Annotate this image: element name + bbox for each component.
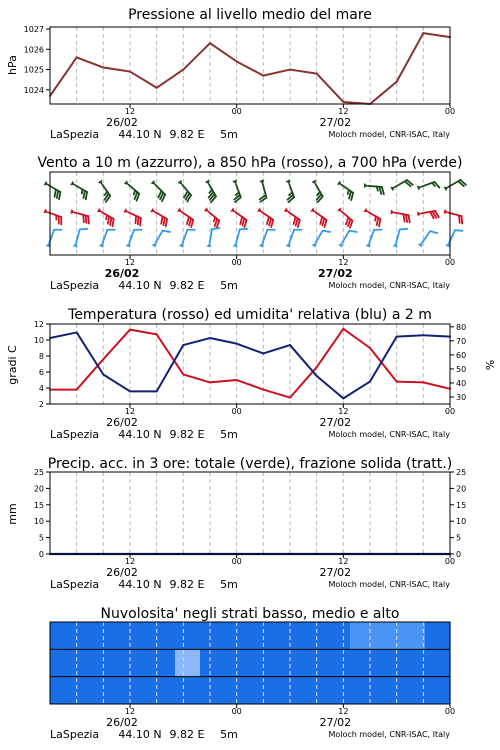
cloud-medium-cell [200,649,226,677]
wind-850-barb-flag [191,220,193,227]
wind-850-barb-flag [269,218,271,225]
temperature-x-tick-label: 12 [338,407,349,416]
wind-700-barb-flag [57,191,58,198]
wind-850-barb-flag [294,217,296,224]
wind-850-barb-head [257,208,262,212]
wind-700-barb-head [444,187,449,191]
precipitation-y2-tick-label: 15 [456,500,467,510]
cloud-medium-cell [425,649,451,677]
wind-700-barb-half-flag [209,190,212,193]
temperature-segment [210,380,237,382]
temperature-date-label: 26/02 [106,416,138,429]
precipitation-y2-tick-label: 10 [456,517,467,527]
wind-latitude: 44.10 N [118,279,162,292]
pressure-x-tick-label: 12 [124,107,136,116]
wind-date-label: 27/02 [318,267,353,280]
humidity-segment [50,332,77,338]
precipitation-panel [6,456,466,591]
pressure-altitude: 5m [220,128,238,141]
cloud-medium-cell [300,649,326,677]
cloud-low-cell [200,677,226,705]
pressure-y-tick-label: 1024 [23,85,44,95]
wind-850-barb-head [204,207,209,211]
temperature-y-tick-label: 10 [33,336,44,345]
wind-10m-barb-head [418,243,422,248]
humidity-segment [103,375,130,392]
cloud-low-cell [350,677,376,705]
wind-850-barb-half-flag [214,217,215,221]
wind-x-tick-label: 00 [444,258,456,267]
pressure-x-tick-label: 00 [444,107,456,116]
wind-850-barb-half-flag [375,216,376,220]
wind-850-barb-flag [83,215,84,222]
precipitation-y-tick-label: 15 [33,500,44,510]
pressure-latitude: 44.10 N [118,128,162,141]
pressure-segment [317,74,344,102]
cloud-title: Nuvolosita' negli strati basso, medio e alto [100,606,400,622]
pressure-longitude: 9.82 E [169,128,205,141]
pressure-date-label: 26/02 [106,116,138,129]
cloud-low-cell [250,677,276,705]
temperature-y-tick-label: 12 [33,320,44,329]
wind-x-tick-label: 00 [231,258,242,267]
cloud-altitude: 5m [220,728,238,741]
cloud-medium-cell [275,649,301,677]
wind-850-barb-head [364,208,369,212]
wind-850-barb-head [284,208,289,212]
cloud-high-cell [150,622,176,650]
humidity-y2-tick-label: 70 [456,336,467,346]
wind-850-barb-head [70,209,75,214]
wind-850-barb-head [177,208,182,212]
pressure-segment [157,70,184,88]
wind-850-barb-flag [163,218,164,225]
pressure-segment [130,72,157,88]
wind-700-barb-head [205,180,209,185]
wind-frame [50,172,450,255]
pressure-segment [237,61,264,75]
pressure-credit: Moloch model, CNR-ISAC, Italy [328,130,450,139]
cloud-high-cell [75,622,101,650]
cloud-low-cell [400,677,426,705]
wind-850-barb-flag [296,218,298,225]
humidity-segment [290,345,317,376]
wind-10m-barb-head [206,243,211,247]
wind-850-barb-head [150,208,155,212]
wind-700-barb-head [312,180,316,185]
cloud-high-cell [125,622,151,650]
cloud-low-cell [225,677,251,705]
cloud-high-cell [425,622,451,650]
temperature-frame [50,324,450,404]
pressure-panel [6,7,455,141]
wind-location: LaSpezia [50,279,100,292]
precipitation-y-tick-label: 0 [38,550,44,559]
cloud-date-label: 26/02 [106,716,138,729]
pressure-y-tick-label: 1025 [23,65,44,75]
cloud-low-cell [425,677,451,705]
wind-10m-barb-flag [212,228,219,229]
wind-700-barb-head [337,181,342,185]
cloud-low-cell [125,677,151,705]
wind-700-barb-head [124,180,129,184]
temperature-title: Temperatura (rosso) ed umidita' relativa (blu) a 2 m [68,307,432,323]
wind-700-barb-flag [349,191,351,198]
wind-850-barb-flag [110,218,111,225]
pressure-segment [103,68,130,72]
precipitation-y2-tick-label: 25 [456,468,467,477]
precipitation-latitude: 44.10 N [118,578,162,591]
humidity-segment [237,344,264,354]
wind-x-tick-label: 12 [124,258,136,267]
wind-850-barb-flag [298,220,300,227]
wind-850-barb-flag [166,219,167,226]
pressure-x-tick-label: 12 [338,107,349,116]
wind-850-barb-half-flag [106,215,107,219]
temperature-y-tick-label: 4 [38,384,44,393]
pressure-y-tick-label: 1026 [23,45,44,55]
humidity-y2-tick-label: 50 [456,364,467,374]
cloud-medium-cell [100,649,126,677]
cloud-high-cell [325,622,351,650]
temperature-segment [343,329,370,348]
humidity-segment [397,335,424,336]
wind-10m-barb-head [338,243,342,248]
cloud-high-cell [175,622,201,650]
wind-700-barb-half-flag [82,189,83,193]
wind-850-barb-flag [161,216,162,223]
humidity-y2-tick-label: 30 [456,392,467,402]
temperature-segment [77,359,104,389]
humidity-segment [77,332,104,374]
cloud-medium-cell [400,649,426,677]
wind-850-barb-head [124,208,129,213]
precipitation-y2-tick-label: 0 [456,550,462,559]
pressure-segment [423,33,450,37]
wind-panel [37,155,466,292]
pressure-title: Pressione al livello medio del mare [128,7,372,23]
wind-date-label: 26/02 [104,267,140,280]
cloud-high-cell [350,622,376,650]
wind-850-barb-flag [112,219,113,226]
pressure-segment [290,70,317,74]
temperature-location: LaSpezia [50,428,100,441]
cloud-low-cell [100,677,126,705]
wind-850-barb-flag [245,220,247,227]
wind-longitude: 9.82 E [169,279,205,292]
temperature-x-tick-label: 12 [124,407,136,416]
cloud-latitude: 44.10 N [118,728,162,741]
temperature-date-label: 27/02 [319,416,352,429]
pressure-segment [370,82,397,104]
wind-700-barb-flag [55,189,56,196]
temperature-x-tick-label: 00 [444,407,456,416]
temperature-x-tick-label: 00 [231,407,242,416]
wind-700-barb-head [44,181,49,185]
precipitation-altitude: 5m [220,578,238,591]
precipitation-x-tick-label: 12 [338,557,349,566]
wind-10m-barb-flag [455,230,462,231]
wind-850-barb-flag [267,217,269,224]
precipitation-date-label: 26/02 [106,566,138,579]
wind-850-barb-head [337,207,342,211]
wind-850-barb-flag [377,218,378,225]
precipitation-x-tick-label: 00 [231,557,242,566]
precipitation-title: Precip. acc. in 3 ore: totale (verde), frazione solida (tratt.) [47,456,453,472]
cloud-medium-cell [50,649,76,677]
wind-700-barb-head [70,181,75,185]
wind-10m-barb-flag [349,231,356,232]
cloud-medium-cell [325,649,351,677]
wind-10m-barb-flag [163,231,170,232]
wind-700-barb-flag [382,187,384,194]
cloud-medium-cell [125,649,151,677]
cloud-high-cell [225,622,251,650]
wind-850-barb-head [444,209,449,214]
wind-700-barb-head [390,187,395,191]
humidity-segment [370,337,397,382]
temperature-altitude: 5m [220,428,238,441]
wind-700-barb-head [98,180,102,185]
wind-700-barb-head [178,180,182,185]
wind-700-barb-half-flag [289,192,292,195]
precipitation-y-tick-label: 5 [38,533,44,543]
wind-title: Vento a 10 m (azzurro), a 850 hPa (rosso), a 700 hPa (verde) [37,155,463,171]
humidity-y-label: % [483,359,496,371]
wind-850-barb-flag [408,215,409,222]
cloud-medium-cell [250,649,276,677]
humidity-segment [317,376,344,398]
wind-850-barb-flag [108,216,109,223]
precipitation-date-label: 27/02 [319,566,352,579]
pressure-x-tick-label: 00 [231,107,242,116]
pressure-segment [397,33,424,82]
cloud-low-cell [50,677,76,705]
cloud-credit: Moloch model, CNR-ISAC, Italy [328,730,450,739]
precipitation-y-tick-label: 10 [33,517,44,527]
temperature-y-label: gradi C [6,345,19,385]
humidity-segment [263,345,290,353]
temperature-segment [423,382,450,388]
precipitation-y-tick-label: 20 [33,484,44,494]
precipitation-frame [50,472,450,554]
pressure-segment [77,57,104,67]
wind-10m-barb-flag [80,229,87,230]
wind-850-barb-flag [271,220,273,227]
wind-850-barb-flag [322,218,324,225]
wind-700-barb-flag [59,192,60,199]
wind-850-barb-head [230,208,235,212]
wind-850-barb-flag [88,216,89,223]
precipitation-y2-tick-label: 20 [456,484,467,494]
wind-850-barb-flag [459,215,460,222]
temperature-segment [263,390,290,398]
wind-850-barb-flag [135,216,136,223]
wind-700-barb-head [151,180,156,185]
cloud-high-cell [275,622,301,650]
wind-850-barb-flag [187,217,189,224]
temperature-y-tick-label: 6 [38,368,44,377]
cloud-low-cell [325,677,351,705]
humidity-segment [183,338,210,345]
wind-850-barb-flag [189,218,191,225]
cloud-high-cell [200,622,226,650]
precipitation-location: LaSpezia [50,578,100,591]
pressure-y-label: hPa [6,55,19,75]
wind-700-barb-half-flag [377,187,378,191]
humidity-y2-tick-label: 60 [456,350,467,360]
precipitation-y-tick-label: 25 [33,468,44,477]
precipitation-x-tick-label: 12 [124,557,136,566]
pressure-segment [210,43,237,61]
wind-850-barb-head [310,208,315,212]
cloud-location: LaSpezia [50,728,100,741]
wind-850-barb-flag [406,215,407,222]
cloud-high-cell [300,622,326,650]
cloud-low-cell [150,677,176,705]
cloud-low-cell [175,677,201,705]
precipitation-y2-tick-label: 5 [456,533,462,543]
humidity-y2-tick-label: 80 [456,322,467,332]
temperature-segment [130,330,157,335]
cloud-low-cell [275,677,301,705]
wind-10m-barb-head [152,243,156,248]
cloud-low-cell [75,677,101,705]
temperature-longitude: 9.82 E [169,428,205,441]
wind-850-barb-flag [138,217,139,224]
cloud-x-tick-label: 00 [444,707,456,716]
wind-700-barb-flag [379,187,381,194]
wind-700-barb-head [259,180,264,185]
wind-850-barb-flag [325,220,327,227]
temperature-segment [317,329,344,367]
temperature-y-tick-label: 2 [38,400,44,409]
wind-700-barb-flag [83,191,84,198]
temperature-segment [237,380,264,390]
wind-700-barb-flag [351,193,353,200]
wind-700-barb-half-flag [317,192,320,195]
wind-850-barb-flag [379,219,380,226]
wind-850-barb-flag [320,217,322,224]
wind-10m-barb-flag [240,229,247,230]
cloud-x-tick-label: 12 [124,707,136,716]
cloud-medium-cell [350,649,376,677]
humidity-segment [210,338,237,344]
wind-10m-barb-flag [430,231,437,233]
temperature-segment [103,330,130,360]
precipitation-y-label: mm [6,503,19,525]
cloud-panel [50,606,455,741]
cloud-x-tick-label: 12 [338,707,349,716]
cloud-medium-cell [225,649,251,677]
wind-850-barb-flag [240,217,242,224]
wind-850-barb-head [390,209,394,214]
wind-850-barb-flag [140,218,141,225]
wind-850-barb-flag [403,214,404,221]
wind-700-barb-half-flag [105,192,107,195]
cloud-high-cell [250,622,276,650]
temperature-segment [397,382,424,383]
wind-850-barb-head [417,212,421,217]
wind-850-barb-head [97,208,102,212]
wind-altitude: 5m [220,279,238,292]
wind-x-tick-label: 12 [338,258,349,267]
wind-700-barb-head [364,183,368,188]
temperature-segment [183,374,210,382]
wind-700-barb-half-flag [348,190,349,194]
cloud-medium-cell [75,649,101,677]
temperature-latitude: 44.10 N [118,428,162,441]
cloud-high-cell [100,622,126,650]
cloud-medium-cell [175,649,201,677]
wind-10m-barb-flag [400,229,407,230]
pressure-frame [50,27,450,104]
cloud-low-cell [300,677,326,705]
wind-10m-barb-head [312,243,316,248]
wind-credit: Moloch model, CNR-ISAC, Italy [328,281,450,290]
cloud-longitude: 9.82 E [169,728,205,741]
wind-10m-barb-flag [323,231,330,232]
pressure-location: LaSpezia [50,128,100,141]
wind-700-barb-half-flag [432,183,435,186]
cloud-high-cell [50,622,76,650]
precipitation-longitude: 9.82 E [169,578,205,591]
wind-700-barb-half-flag [134,190,135,194]
pressure-segment [183,43,210,69]
pressure-segment [263,70,290,76]
temperature-credit: Moloch model, CNR-ISAC, Italy [328,430,450,439]
wind-10m-barb-head [445,243,450,248]
wind-850-barb-flag [86,215,87,222]
cloud-high-cell [400,622,426,650]
precipitation-credit: Moloch model, CNR-ISAC, Italy [328,580,450,589]
humidity-y2-tick-label: 40 [456,378,467,388]
pressure-date-label: 27/02 [319,116,352,129]
pressure-y-tick-label: 1027 [23,25,44,35]
temperature-y-tick-label: 8 [38,352,44,361]
temperature-humidity-panel [6,307,496,441]
pressure-segment [50,57,77,96]
precipitation-x-tick-label: 00 [444,557,456,566]
wind-700-barb-flag [86,192,87,199]
wind-850-barb-flag [462,216,463,223]
cloud-x-tick-label: 00 [231,707,242,716]
humidity-segment [343,382,370,399]
humidity-segment [423,335,450,336]
wind-700-barb-half-flag [236,192,239,195]
wind-850-barb-flag [242,218,244,225]
cloud-date-label: 27/02 [319,716,352,729]
cloud-medium-cell [150,649,176,677]
